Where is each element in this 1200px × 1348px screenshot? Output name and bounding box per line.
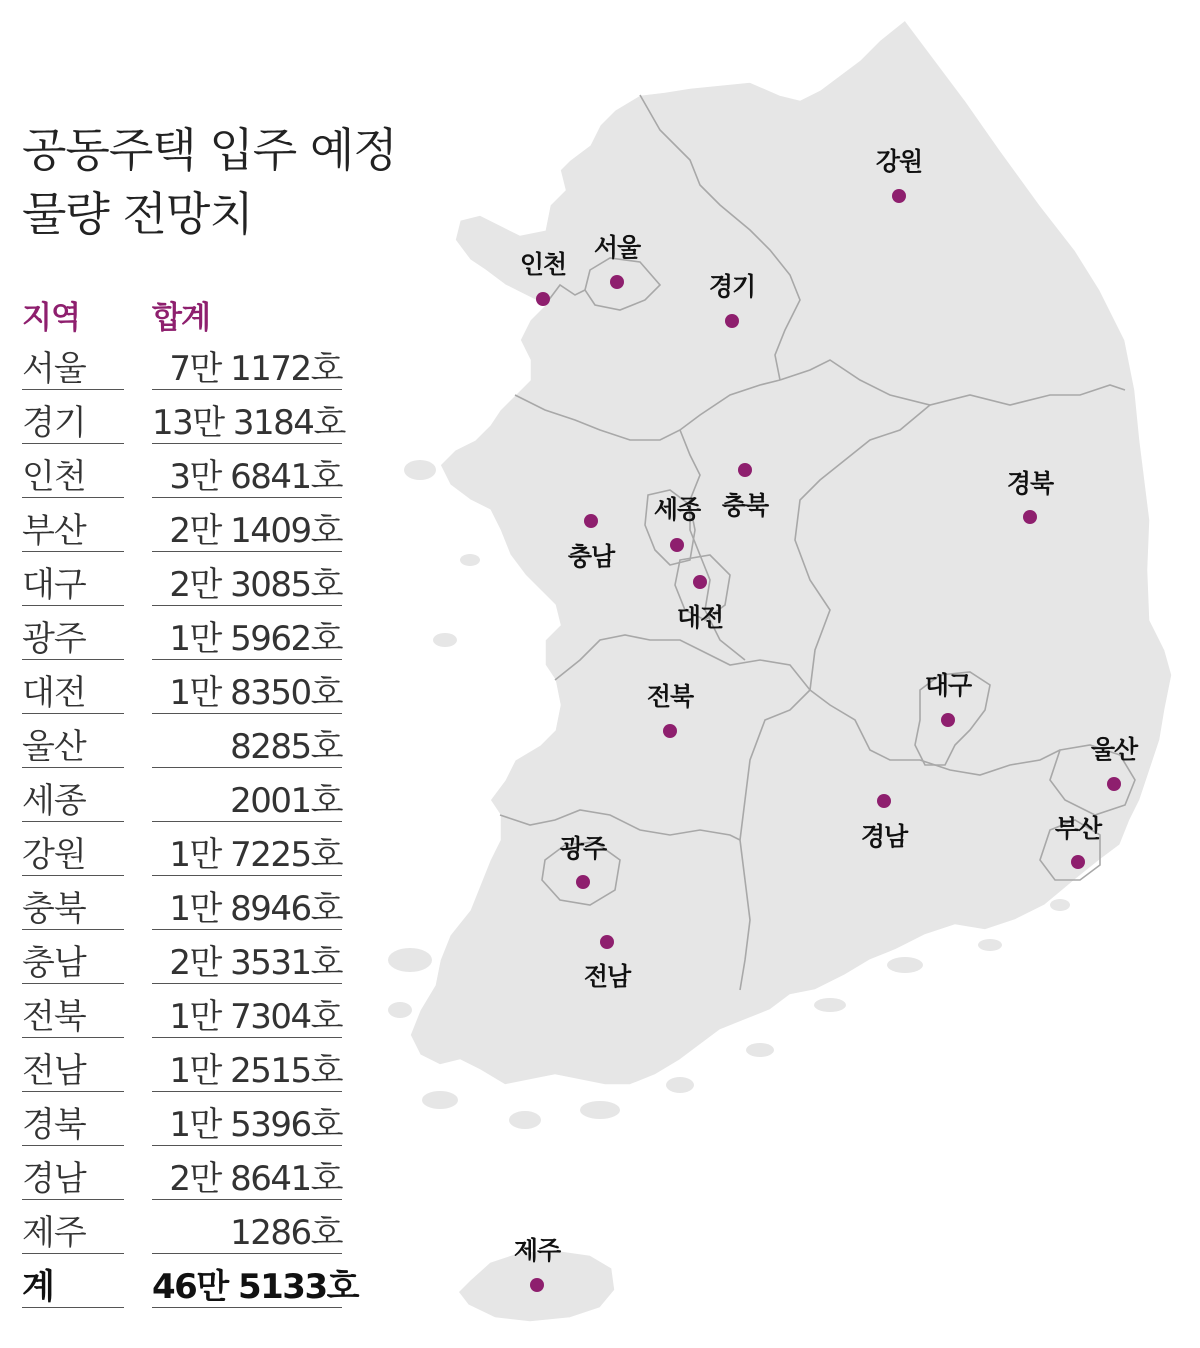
- total-cell: 1만 7304호: [152, 997, 342, 1038]
- marker-daegu: [941, 713, 955, 727]
- marker-seoul: [610, 275, 624, 289]
- total-cell: 2만 3531호: [152, 943, 342, 984]
- table-row: [22, 343, 352, 397]
- marker-ulsan: [1107, 777, 1121, 791]
- total-cell: 2만 3085호: [152, 565, 342, 606]
- region-cell: 제주: [22, 1213, 124, 1254]
- total-cell: 1만 7225호: [152, 835, 342, 876]
- marker-chungbuk: [738, 463, 752, 477]
- label-ulsan: 울산: [1090, 735, 1138, 764]
- title-line-2: 물량 전망치: [22, 187, 253, 241]
- label-gwangju: 광주: [559, 834, 607, 863]
- label-busan: 부산: [1054, 814, 1102, 843]
- label-chungbuk: 충북: [721, 491, 769, 520]
- table-row: [22, 1045, 352, 1099]
- table-sum-row: [22, 1261, 358, 1315]
- label-gangwon: 강원: [875, 147, 923, 176]
- label-gyeongnam: 경남: [860, 822, 908, 851]
- region-cell: 부산: [22, 511, 124, 552]
- table-row: [22, 451, 352, 505]
- total-cell: 2만 1409호: [152, 511, 342, 552]
- table-row: [22, 1153, 352, 1207]
- marker-gyeongnam: [877, 794, 891, 808]
- region-cell: 전남: [22, 1051, 124, 1092]
- region-cell: 충북: [22, 889, 124, 930]
- label-incheon: 인천: [519, 250, 567, 279]
- marker-chungnam: [584, 514, 598, 528]
- total-cell: 1만 2515호: [152, 1051, 342, 1092]
- table-row: [22, 667, 352, 721]
- marker-daejeon: [693, 575, 707, 589]
- marker-jeonbuk: [663, 724, 677, 738]
- marker-incheon: [536, 292, 550, 306]
- region-cell: 광주: [22, 619, 124, 660]
- marker-gwangju: [576, 875, 590, 889]
- label-jeonbuk: 전북: [646, 682, 694, 711]
- label-gyeongbuk: 경북: [1006, 469, 1054, 498]
- region-cell: 경남: [22, 1159, 124, 1200]
- total-cell: 46만 5133호: [152, 1267, 358, 1307]
- label-sejong: 세종: [653, 495, 701, 524]
- header-total: 합계: [152, 300, 210, 336]
- table-row: [22, 721, 352, 775]
- table-row: [22, 991, 352, 1045]
- total-cell: 8285호: [152, 727, 342, 768]
- region-cell: 경북: [22, 1105, 124, 1146]
- total-cell: 2001호: [152, 781, 342, 822]
- header-region: 지역: [22, 300, 80, 336]
- region-cell: 강원: [22, 835, 124, 876]
- table-row: [22, 613, 352, 667]
- total-cell: 1만 8350호: [152, 673, 342, 714]
- total-cell: 13만 3184호: [152, 403, 345, 443]
- region-cell: 충남: [22, 943, 124, 984]
- table-row: [22, 1099, 352, 1153]
- total-cell: 2만 8641호: [152, 1159, 342, 1200]
- label-jeonnam: 전남: [583, 962, 631, 991]
- table-row: [22, 559, 352, 613]
- label-jeju: 제주: [513, 1236, 561, 1265]
- marker-jeju: [530, 1278, 544, 1292]
- supply-table: [22, 343, 358, 1315]
- label-daegu: 대구: [924, 671, 972, 700]
- total-cell: 1286호: [152, 1213, 342, 1254]
- marker-gyeongbuk: [1023, 510, 1037, 524]
- marker-gyeonggi: [725, 314, 739, 328]
- region-cell: 서울: [22, 349, 124, 390]
- region-cell: 세종: [22, 781, 124, 822]
- total-cell: 1만 8946호: [152, 889, 342, 930]
- table-row: [22, 775, 352, 829]
- total-cell: 1만 5962호: [152, 619, 342, 660]
- region-cell: 대전: [22, 673, 124, 714]
- table-row: [22, 397, 352, 451]
- title-line-1: 공동주택 입주 예정: [22, 123, 397, 177]
- page-title: [22, 118, 422, 246]
- region-cell: 경기: [22, 403, 124, 444]
- region-cell: 계: [22, 1267, 124, 1308]
- total-cell: 1만 5396호: [152, 1105, 342, 1146]
- label-daejeon: 대전: [676, 603, 724, 632]
- label-chungnam: 충남: [567, 542, 615, 571]
- table-row: [22, 883, 352, 937]
- region-cell: 인천: [22, 457, 124, 498]
- marker-busan: [1071, 855, 1085, 869]
- label-seoul: 서울: [593, 233, 641, 262]
- table-row: [22, 937, 352, 991]
- region-cell: 울산: [22, 727, 124, 768]
- table-row: [22, 1207, 352, 1261]
- marker-sejong: [670, 538, 684, 552]
- total-cell: 3만 6841호: [152, 457, 342, 498]
- label-gyeonggi: 경기: [708, 272, 756, 301]
- marker-jeonnam: [600, 935, 614, 949]
- table-row: [22, 505, 352, 559]
- region-cell: 전북: [22, 997, 124, 1038]
- region-cell: 대구: [22, 565, 124, 606]
- table-row: [22, 829, 352, 883]
- total-cell: 7만 1172호: [152, 349, 342, 390]
- mainland-shape: [410, 20, 1172, 1085]
- marker-gangwon: [892, 189, 906, 203]
